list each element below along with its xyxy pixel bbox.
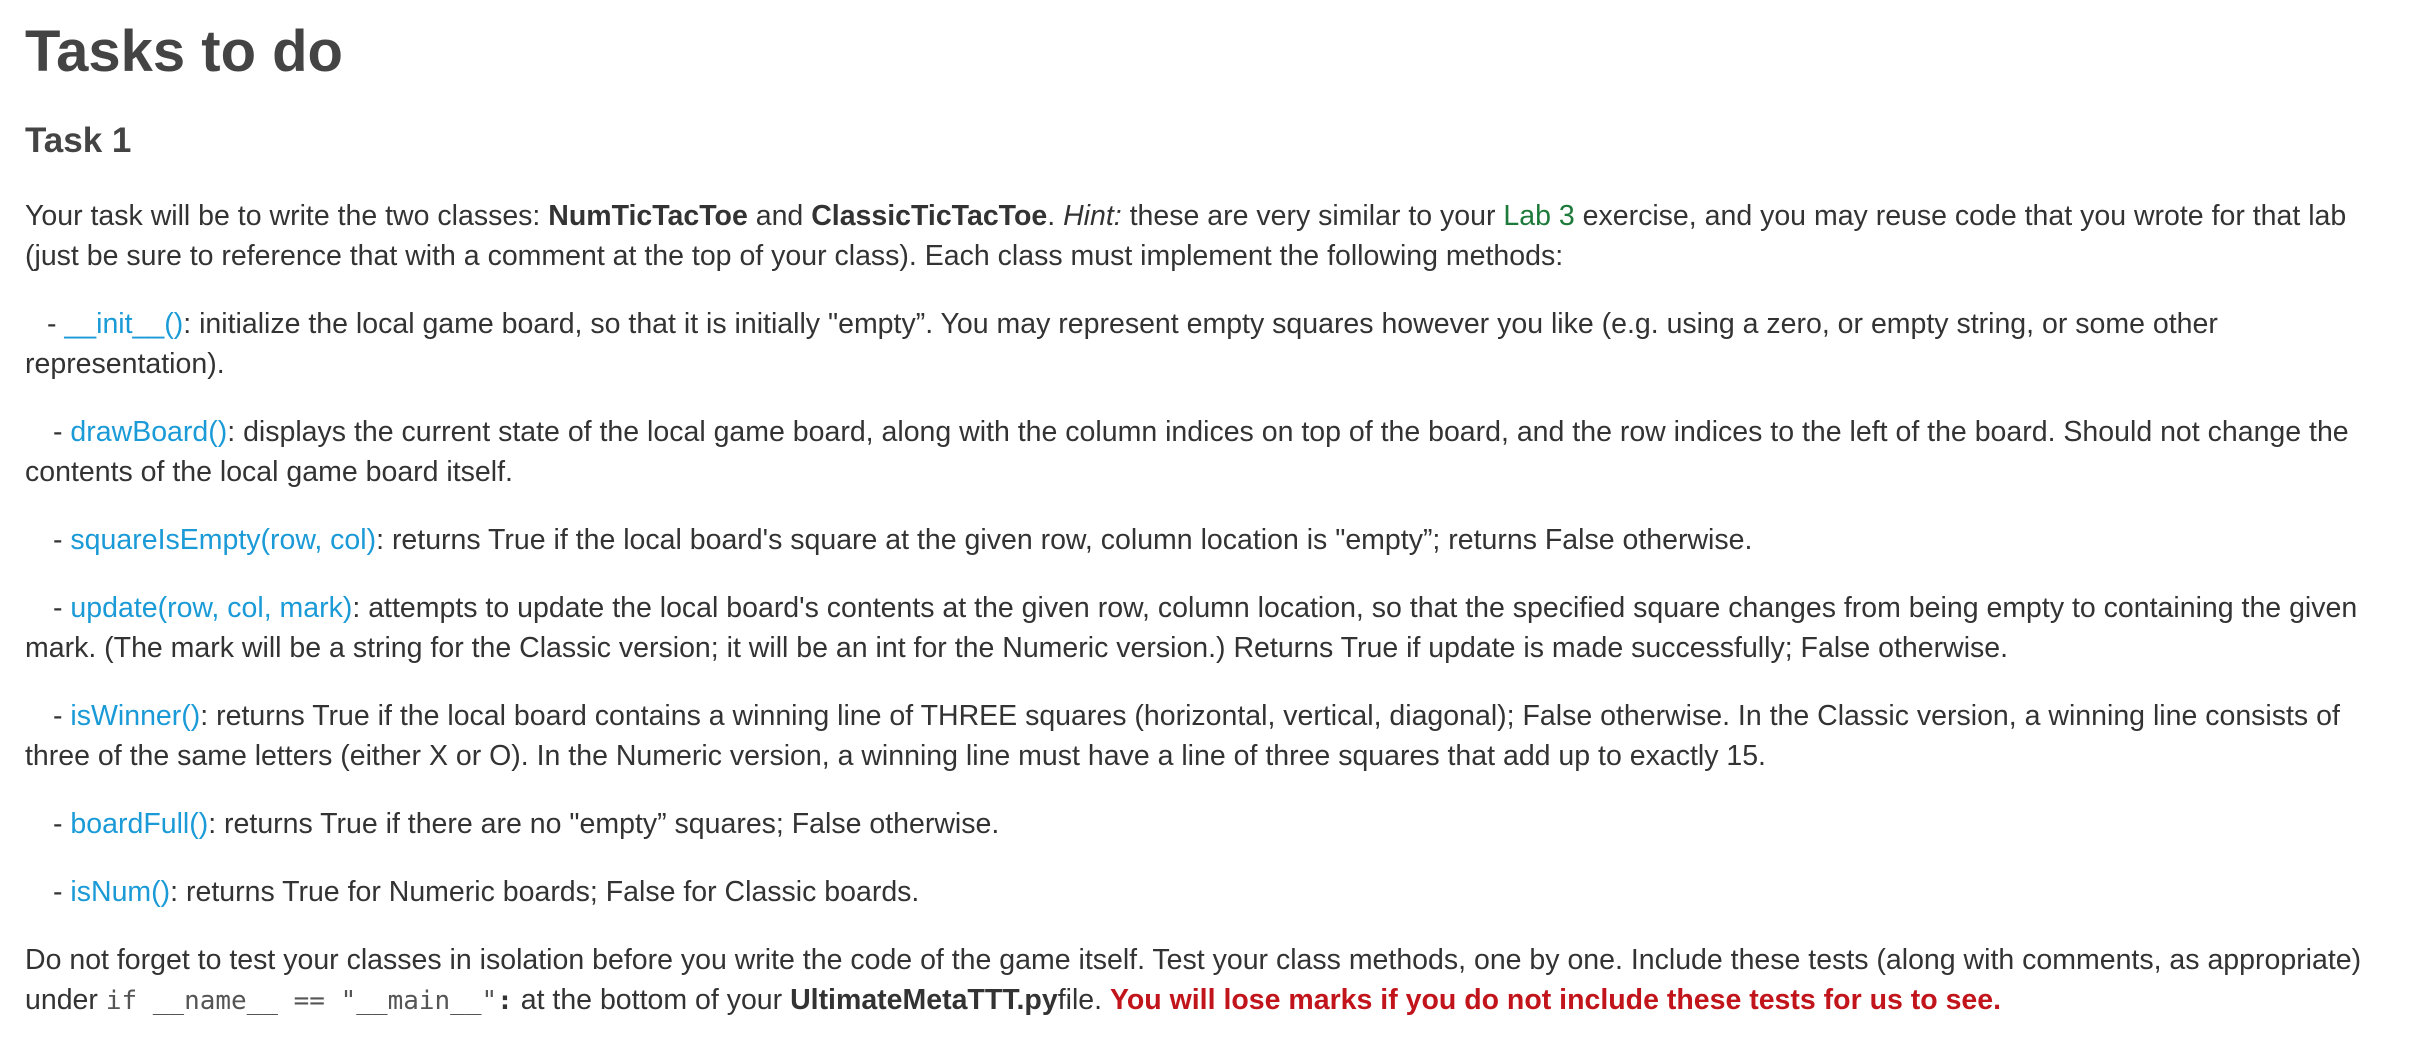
method-item-isnum (25, 872, 2398, 912)
method-item-update (25, 588, 2398, 668)
method-bullet: - (53, 808, 71, 840)
method-name-boardfull: boardFull() (70, 808, 209, 840)
intro-paragraph (25, 196, 2398, 276)
method-bullet: - (47, 308, 65, 340)
intro-text-1: Your task will be to write the two classes: (25, 200, 549, 232)
method-bullet: - (53, 416, 71, 448)
intro-text-2: and (747, 200, 812, 232)
class-name-classic: ClassicTicTacToe (811, 200, 1048, 232)
method-item-iswinner (25, 696, 2398, 776)
method-bullet: - (53, 700, 71, 732)
hint-label: Hint: (1063, 200, 1122, 232)
method-name-isnum: isNum() (70, 876, 171, 908)
method-desc-drawboard: : displays the current state of the local game board, along with the column indices on top of the board, and the row indices to the left of the board. Should not change the contents of the local game board itself. (25, 416, 2349, 488)
method-name-init: __init__() (64, 308, 184, 340)
method-bullet: - (53, 524, 71, 556)
method-item-squareisempty (25, 520, 2398, 560)
method-desc-iswinner: : returns True if the local board contains a winning line of THREE squares (horizontal, vertical, diagonal); False otherwise. In the Classic version, a winning line consists of three of the same letters (either X or O). In the Numeric version, a winning line must have a line of three squares that add up to exactly 15. (25, 700, 2340, 772)
method-name-drawboard: drawBoard() (70, 416, 228, 448)
warning-text: You will lose marks if you do not include these tests for us to see. (1109, 984, 2002, 1016)
class-name-num: NumTicTacToe (548, 200, 748, 232)
method-item-drawboard (25, 412, 2398, 492)
method-desc-squareisempty: : returns True if the local board's square at the given row, column location is "empty”; returns False otherwise. (376, 524, 1753, 556)
task-content (25, 196, 2398, 1049)
method-desc-boardfull: : returns True if there are no "empty” squares; False otherwise. (208, 808, 1000, 840)
main-guard-colon: : (497, 986, 513, 1016)
method-bullet: - (53, 876, 71, 908)
closing-text-1: Do not forget to test your classes in isolation before you write the code of the game itself. Test your class methods, one by one. Include these tests (along with comments, as appropriate) under (25, 944, 2362, 1016)
closing-text-3: file. (1057, 984, 1110, 1016)
intro-text-5: exercise, and you may reuse code that you wrote for that lab (just be sure to reference that with a comment at the top of your class). Each class must implement the following methods: (25, 200, 2347, 272)
method-desc-update: : attempts to update the local board's contents at the given row, column location, so that the specified square changes from being empty to containing the given mark. (The mark will be a string for the Classic version; it will be an int for the Numeric version.) Returns True if update is made successfully; False otherwise. (25, 592, 2358, 664)
lab3-link[interactable]: Lab 3 (1503, 200, 1575, 232)
method-name-iswinner: isWinner() (70, 700, 201, 732)
method-item-boardfull (25, 804, 2398, 844)
method-desc-init: : initialize the local game board, so that it is initially "empty”. You may represent empty squares however you like (e.g. using a zero, or empty string, or some other representation). (25, 308, 2218, 380)
method-item-init (25, 304, 2398, 384)
page-title: Tasks to do (25, 19, 343, 84)
intro-text-3: . (1047, 200, 1064, 232)
filename: UltimateMetaTTT.py (790, 984, 1058, 1016)
closing-paragraph (25, 940, 2398, 1021)
method-desc-isnum: : returns True for Numeric boards; False for Classic boards. (170, 876, 920, 908)
closing-text-2: at the bottom of your (512, 984, 791, 1016)
method-bullet: - (53, 592, 71, 624)
intro-text-4: these are very similar to your (1121, 200, 1504, 232)
method-name-squareisempty: squareIsEmpty(row, col) (70, 524, 377, 556)
method-name-update: update(row, col, mark) (70, 592, 353, 624)
main-guard-code: if __name__ == "__main__" (105, 986, 498, 1016)
task-heading: Task 1 (25, 121, 132, 160)
